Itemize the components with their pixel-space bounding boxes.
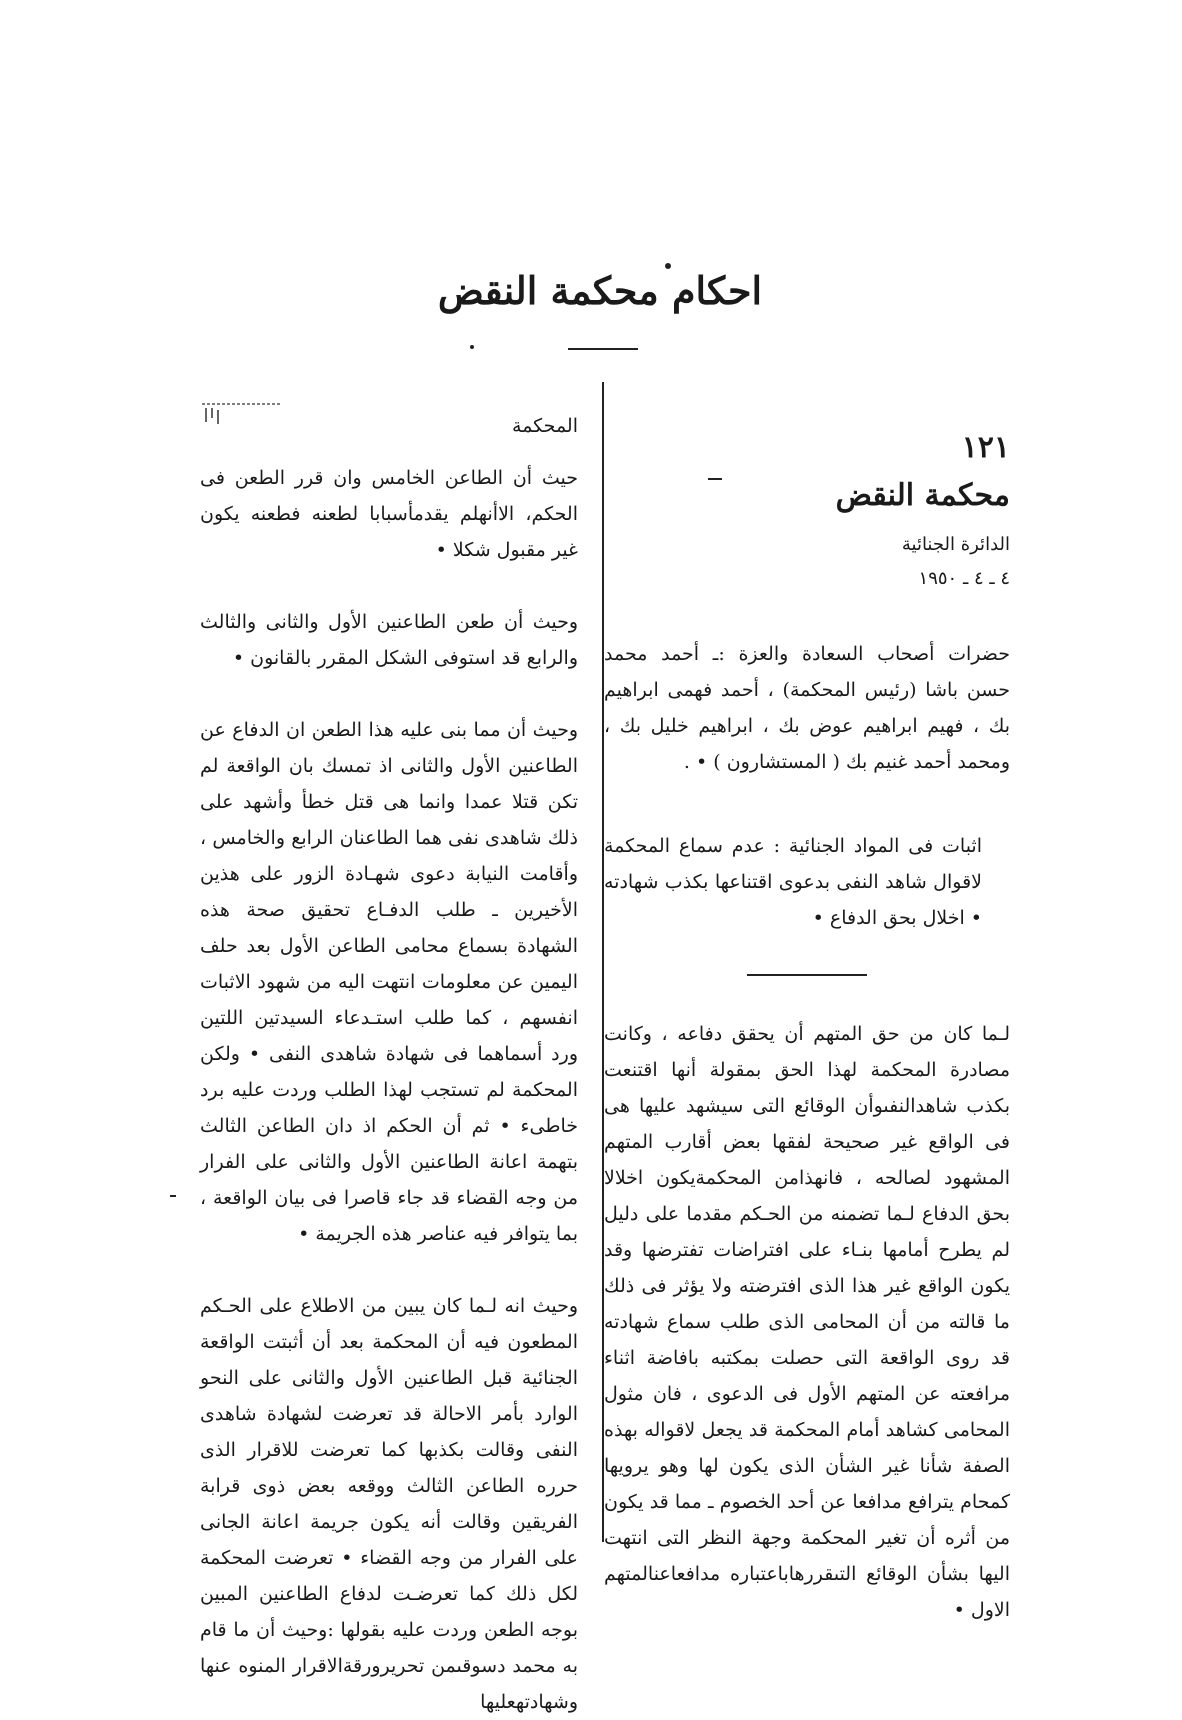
- separator-rule: [747, 974, 867, 976]
- judges-paragraph: حضرات أصحاب السعادة والعزة :ـ أحمد محمد حسن باشا (رئيس المحكمة) ، أحمد فهمى ابراهيم بك ، فهيم ابراهيم عوض بك ، ابراهيم خليل بك ، ومحمد أحمد غنيم بك ( المستشارون ) • .: [604, 643, 1010, 773]
- margin-dash: [170, 1195, 176, 1197]
- case-summary: اثبات فى المواد الجنائية : عدم سماع المحكمة لاقوال شاهد النفى بدعوى اقتناعها بكذب شهادته • اخلال بحق الدفاع •: [604, 835, 982, 929]
- section-heading: المحكمة: [512, 415, 578, 437]
- title-underline: [568, 348, 638, 350]
- paragraph: وحيث انه لـما كان يبين من الاطلاع على الحـكم المطعون فيه أن المحكمة بعد أن أثبتت الواقعة الجنائية قبل الطاعنين الأول والثانى على النحو الوارد بأمر الاحالة قد تعرضت لشهادة شاهدى النفى وقالت بكذبها كما تعرضت للاقرار الذى حرره الطاعن الثالث ووقعه بعض ذوى قرابة الفريقين وقالت أنه يكون جريمة اعانة الجانى على الفرار من وجه القضاء • تعرضت المحكمة لكل ذلك كما تعرضـت لدفاع الطاعنين المبين بوجه الطعن وردت عليه بقولها :وحيث أن ما قام به محمد دسوقىمن تحريرورقةالاقرار المنوه عنها وشهادتهعليها: [200, 1295, 578, 1713]
- court-title: محكمة النقض: [835, 478, 1010, 513]
- paragraph: وحيث أن مما بنى عليه هذا الطعن ان الدفاع عن الطاعنين الأول والثانى اذ تمسك بان الواقعة لم تكن قتلا عمدا وانما هى قتل خطأ وأشهد على ذلك شاهدى نفى هما الطاعنان الرابع والخامس ، وأقامت النيابة دعوى شهـادة الزور على هذين الأخيرين ـ طلب الدفـاع تحقيق صحة هذه الشهادة بسماع محامى الطاعن الأول بعد حلف اليمين عن معلومات انتهت اليه من شهود الاثبات انفسهم ، كما طلب استـدعاء السيدتين اللتين ورد أسماهما فى شهادة شاهدى النفى • ولكن المحكمة لم تستجب لهذا الطلب وردت عليه برد خاطىء • ثم أن الحكم اذ دان الطاعن الثالث بتهمة اعانة الطاعنين الأول والثانى على الفرار من وجه القضاء قد جاء قاصرا فى بيان الواقعة ، بما يتوافر فيه عناصر هذه الجريمة •: [200, 719, 578, 1245]
- left-column: [200, 408, 578, 1720]
- case-number: ١٢١: [961, 430, 1010, 465]
- ruling-text: لـما كان من حق المتهم أن يحقق دفاعه ، وكانت مصادرة المحكمة لهذا الحق بمقولة أنها اقتنعت بكذب شاهدالنفىوأن الوقائع التى سيشهد عليها هى فى الواقع غير صحيحة لفقها بعض أقارب المتهم المشهود لصالحه ، فانهذامن المحكمةيكون اخلالا بحق الدفاع لـما تضمنه من الحـكم مقدما على دليل لم يطرح أمامها بنـاء على افتراضات تفترضها وقد يكون الواقع غير هذا الذى افترضته ولا يؤثر فى ذلك ما قالته من أن المحامى الذى طلب سماع شهادته قد روى الواقعة التى حصلت بمكتبه بافاضة اثناء مرافعته عن المتهم الأول فى الدعوى ، فان مثول المحامى كشاهد أمام المحكمة قد يجعل لاقواله بهذه الصفة شأنا غير الشأن الذى يكون لها وهو يرويها كمحام يترافع مدافعا عن أحد الخصوم ـ مما قد يكون من أثره أن تغير المحكمة وجهة النظر التى انتهت اليها بشأن الوقائع التىقررهاباعتباره مدافعاعنالمتهم الاول •: [604, 1023, 1010, 1621]
- chamber-name: الدائرة الجنائية: [901, 534, 1010, 555]
- right-column: [604, 430, 1010, 1628]
- paragraph: وحيث أن طعن الطاعنين الأول والثانى والثالث والرابع قد استوفى الشكل المقرر بالقانون •: [200, 611, 578, 669]
- paragraph: حيث أن الطاعن الخامس وان قرر الطعن فى الحكم، الاأنهلم يقدمأسبابا لطعنه فطعنه يكون غير مقبول شكلا •: [200, 467, 578, 561]
- session-date: ٤ ـ ٤ ـ ١٩٥٠: [918, 568, 1010, 589]
- ink-dot: [470, 345, 474, 349]
- running-title: احكام محكمة النقض: [437, 268, 763, 313]
